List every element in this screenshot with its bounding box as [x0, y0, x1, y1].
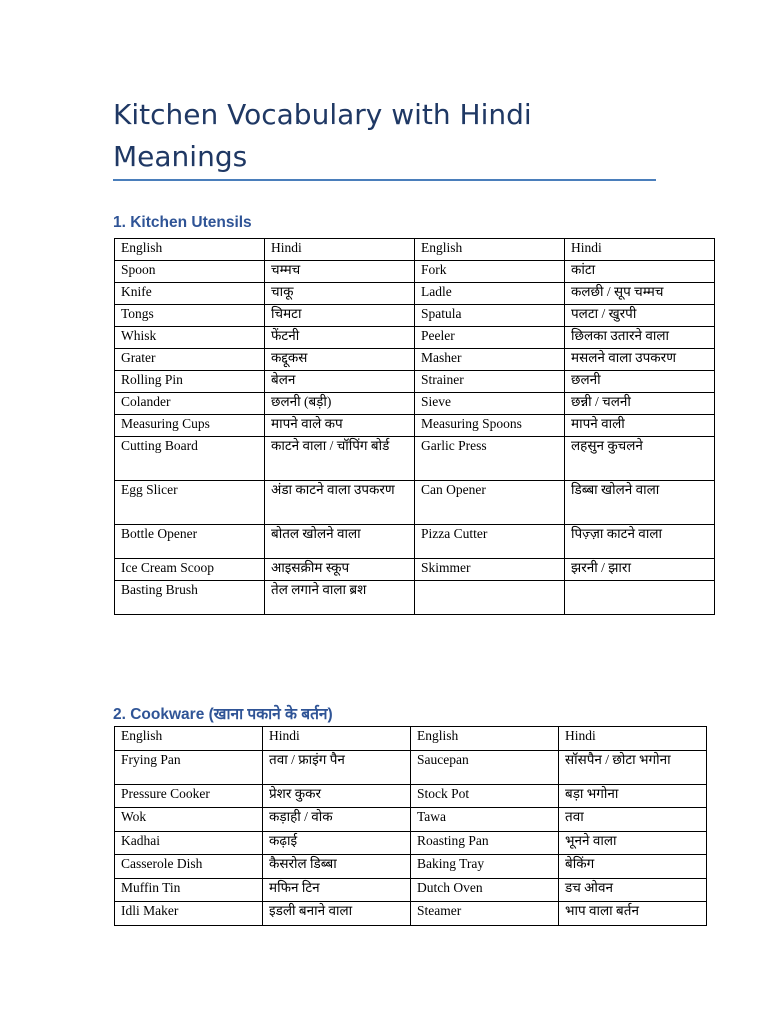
table-header-row [115, 727, 707, 751]
table-row [115, 559, 715, 581]
table-cell: सॉसपैन / छोटा भगोना [559, 750, 707, 784]
table-cell: Wok [115, 808, 263, 832]
table-cell: लहसुन कुचलने [565, 437, 715, 481]
table-cell: Colander [115, 393, 265, 415]
section-heading-utensils: 1. Kitchen Utensils [113, 214, 252, 231]
table-row [115, 831, 707, 855]
header-cell: English [411, 727, 559, 751]
table-cell: Skimmer [415, 559, 565, 581]
table-cell: कड़ाही / वोक [263, 808, 411, 832]
table-cell: भूनने वाला [559, 831, 707, 855]
table-cell [415, 581, 565, 615]
table-cell: Ice Cream Scoop [115, 559, 265, 581]
table-cell: झरनी / झारा [565, 559, 715, 581]
table-row [115, 283, 715, 305]
table-cell: Knife [115, 283, 265, 305]
table-cell: मापने वाली [565, 415, 715, 437]
table-row [115, 808, 707, 832]
table-cell: मफिन टिन [263, 878, 411, 902]
table-cell: कद्दूकस [265, 349, 415, 371]
header-cell: Hindi [565, 239, 715, 261]
table-row [115, 902, 707, 926]
title-underline [113, 179, 656, 181]
table-cell: Muffin Tin [115, 878, 263, 902]
table-header-row [115, 239, 715, 261]
table-cell: Kadhai [115, 831, 263, 855]
table-cell: प्रेशर कुकर [263, 784, 411, 808]
table-row [115, 855, 707, 879]
table-cell: बड़ा भगोना [559, 784, 707, 808]
header-cell: English [415, 239, 565, 261]
table-row [115, 878, 707, 902]
table-cell: बेकिंग [559, 855, 707, 879]
table-cell: डच ओवन [559, 878, 707, 902]
table-cell: Pizza Cutter [415, 525, 565, 559]
table-cell: Idli Maker [115, 902, 263, 926]
table-row [115, 305, 715, 327]
table-cell: Masher [415, 349, 565, 371]
table-cell: Bottle Opener [115, 525, 265, 559]
table-cell: कढ़ाई [263, 831, 411, 855]
table-cell: Frying Pan [115, 750, 263, 784]
table-cell: Pressure Cooker [115, 784, 263, 808]
table-row [115, 437, 715, 481]
table-cell: मापने वाले कप [265, 415, 415, 437]
table-cell: काटने वाला / चॉपिंग बोर्ड [265, 437, 415, 481]
table-cell: छन्नी / चलनी [565, 393, 715, 415]
table-cell: Tawa [411, 808, 559, 832]
table-cell: Fork [415, 261, 565, 283]
table-cell: Peeler [415, 327, 565, 349]
table-cell: चिमटा [265, 305, 415, 327]
table-row [115, 393, 715, 415]
table-cell: भाप वाला बर्तन [559, 902, 707, 926]
table-cell: आइसक्रीम स्कूप [265, 559, 415, 581]
table-cell: Saucepan [411, 750, 559, 784]
table-cell: मसलने वाला उपकरण [565, 349, 715, 371]
table-cell: Baking Tray [411, 855, 559, 879]
table-row [115, 415, 715, 437]
table-cell: बोतल खोलने वाला [265, 525, 415, 559]
header-cell: Hindi [559, 727, 707, 751]
table-cell: Measuring Spoons [415, 415, 565, 437]
table-cell: डिब्बा खोलने वाला [565, 481, 715, 525]
table-cell: अंडा काटने वाला उपकरण [265, 481, 415, 525]
table-row [115, 581, 715, 615]
table-cell: Spoon [115, 261, 265, 283]
table-row [115, 784, 707, 808]
table-cell: Tongs [115, 305, 265, 327]
table-cell: फेंटनी [265, 327, 415, 349]
table-cell: पिज़्ज़ा काटने वाला [565, 525, 715, 559]
table-cell: चाकू [265, 283, 415, 305]
header-cell: English [115, 727, 263, 751]
section-heading-cookware: 2. Cookware (खाना पकाने के बर्तन) [113, 706, 333, 723]
table-cell: बेलन [265, 371, 415, 393]
table-cell: Measuring Cups [115, 415, 265, 437]
table-cell: Can Opener [415, 481, 565, 525]
table-cell: तवा [559, 808, 707, 832]
table-cell: Garlic Press [415, 437, 565, 481]
table-row [115, 525, 715, 559]
table-cell: Whisk [115, 327, 265, 349]
table-cell: पलटा / खुरपी [565, 305, 715, 327]
utensils-table [114, 238, 715, 615]
table-row [115, 750, 707, 784]
table-cell: Spatula [415, 305, 565, 327]
table-row [115, 371, 715, 393]
table-cell: Rolling Pin [115, 371, 265, 393]
table-cell [565, 581, 715, 615]
page-title: Kitchen Vocabulary with Hindi Meanings [113, 98, 532, 173]
table-cell: इडली बनाने वाला [263, 902, 411, 926]
table-cell: Dutch Oven [411, 878, 559, 902]
table-cell: चम्मच [265, 261, 415, 283]
table-cell: Sieve [415, 393, 565, 415]
table-cell: Stock Pot [411, 784, 559, 808]
table-row [115, 481, 715, 525]
table-cell: कलछी / सूप चम्मच [565, 283, 715, 305]
table-row [115, 327, 715, 349]
table-cell: Cutting Board [115, 437, 265, 481]
table-cell: Roasting Pan [411, 831, 559, 855]
table-cell: तेल लगाने वाला ब्रश [265, 581, 415, 615]
table-cell: Casserole Dish [115, 855, 263, 879]
table-cell: Steamer [411, 902, 559, 926]
header-cell: English [115, 239, 265, 261]
cookware-table [114, 726, 707, 926]
table-row [115, 349, 715, 371]
table-cell: Strainer [415, 371, 565, 393]
table-row [115, 261, 715, 283]
table-cell: तवा / फ्राइंग पैन [263, 750, 411, 784]
table-cell: छलनी [565, 371, 715, 393]
header-cell: Hindi [265, 239, 415, 261]
table-cell: Basting Brush [115, 581, 265, 615]
table-cell: छलनी (बड़ी) [265, 393, 415, 415]
table-cell: Egg Slicer [115, 481, 265, 525]
table-cell: कैसरोल डिब्बा [263, 855, 411, 879]
table-cell: Ladle [415, 283, 565, 305]
table-cell: Grater [115, 349, 265, 371]
table-cell: कांटा [565, 261, 715, 283]
table-cell: छिलका उतारने वाला [565, 327, 715, 349]
header-cell: Hindi [263, 727, 411, 751]
